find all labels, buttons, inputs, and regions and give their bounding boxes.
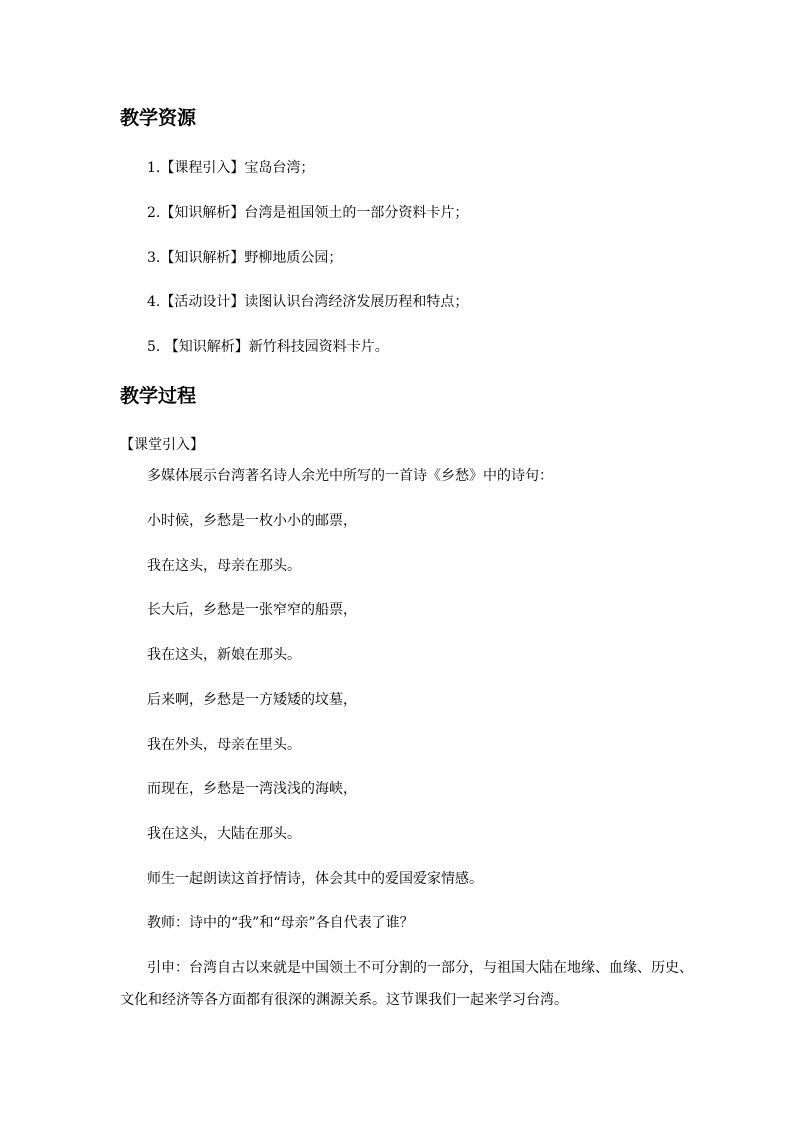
- section-label-classroom-intro: 【课堂引入】: [120, 437, 204, 453]
- poem-line-7: 而现在，乡愁是一湾浅浅的海峡，: [147, 781, 357, 797]
- lead-in-paragraph-line-1: 引申：台湾自古以来就是中国领土不可分割的一部分，与祖国大陆在地缘、血缘、历史、: [147, 960, 693, 976]
- process-heading: 教学过程: [120, 385, 197, 407]
- poem-line-1: 小时候，乡愁是一枚小小的邮票，: [147, 513, 357, 529]
- poem-line-3: 长大后，乡愁是一张窄窄的船票，: [147, 602, 357, 618]
- resource-item-1: 1.【课程引入】宝岛台湾；: [147, 160, 315, 176]
- lead-in-paragraph-line-2: 文化和经济等各方面都有很深的渊源关系。这节课我们一起来学习台湾。: [120, 992, 568, 1008]
- teacher-question-paragraph: 教师：诗中的“我”和“母亲”各自代表了谁？: [147, 915, 414, 931]
- poem-line-2: 我在这头，母亲在那头。: [147, 558, 301, 574]
- resources-heading: 教学资源: [120, 107, 197, 129]
- resource-item-3: 3.【知识解析】野柳地质公园；: [147, 250, 343, 266]
- resource-item-5: 5. 【知识解析】新竹科技园资料卡片。: [147, 339, 389, 355]
- resource-item-4: 4.【活动设计】读图认识台湾经济发展历程和特点；: [147, 294, 469, 310]
- read-together-paragraph: 师生一起朗读这首抒情诗，体会其中的爱国爱家情感。: [147, 871, 483, 887]
- intro-paragraph: 多媒体展示台湾著名诗人余光中所写的一首诗《乡愁》中的诗句：: [147, 468, 553, 484]
- poem-line-4: 我在这头，新娘在那头。: [147, 647, 301, 663]
- poem-line-6: 我在外头，母亲在里头。: [147, 737, 301, 753]
- resource-item-2: 2.【知识解析】台湾是祖国领土的一部分资料卡片；: [147, 205, 469, 221]
- poem-line-8: 我在这头，大陆在那头。: [147, 826, 301, 842]
- poem-line-5: 后来啊，乡愁是一方矮矮的坟墓，: [147, 692, 357, 708]
